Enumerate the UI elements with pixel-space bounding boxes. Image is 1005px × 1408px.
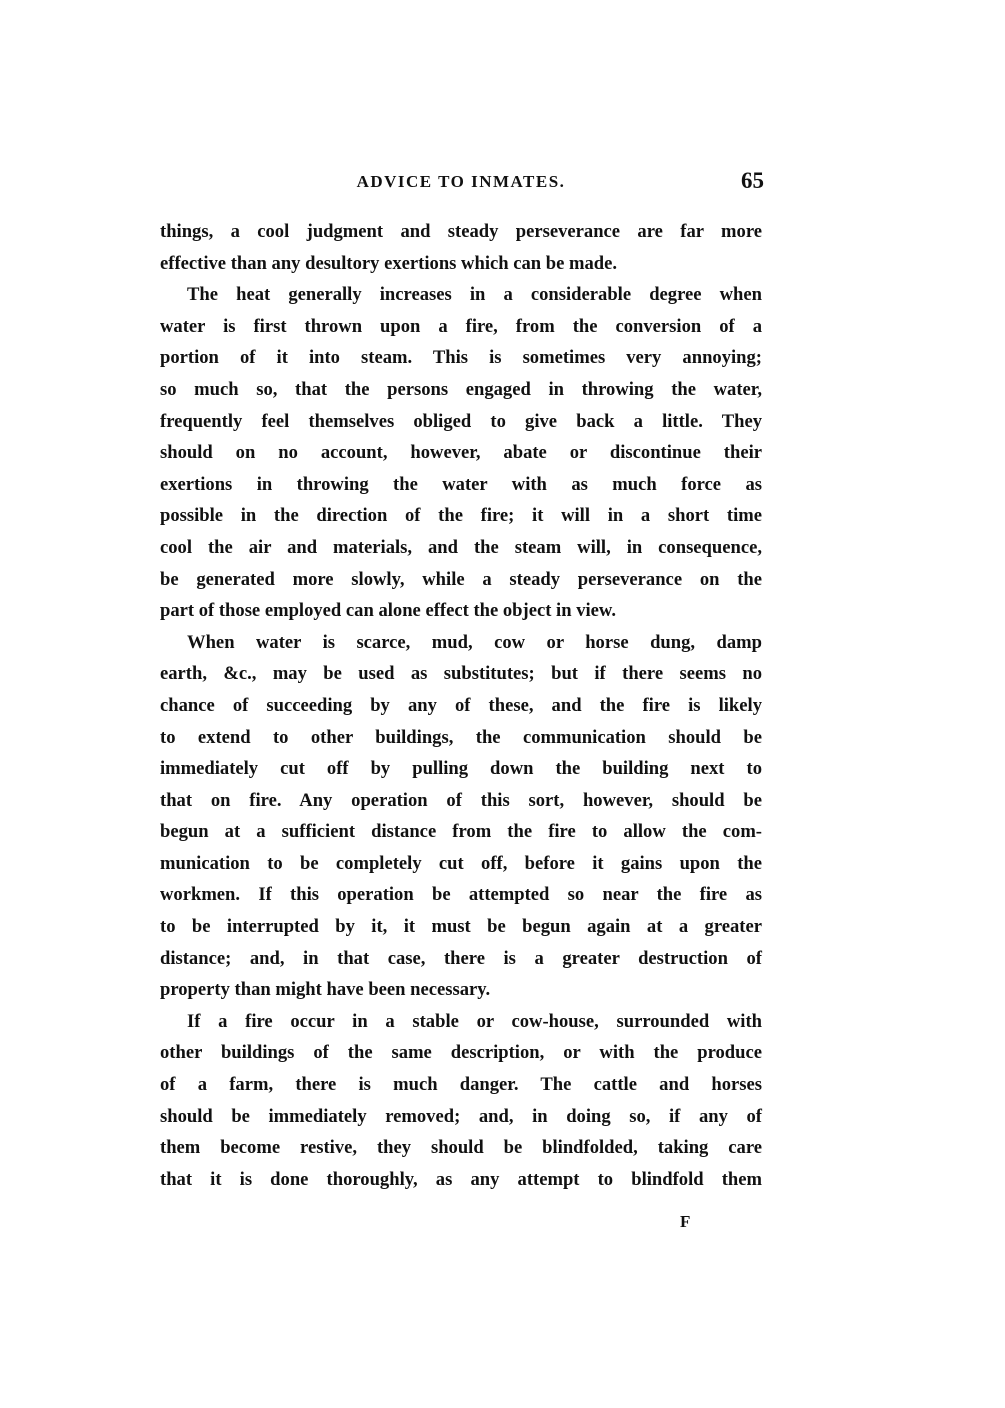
text-line: frequently feel themselves obliged to give back a little. They: [160, 410, 762, 432]
text-line: to extend to other buildings, the communication should be: [160, 726, 762, 748]
running-head: ADVICE TO INMATES.: [356, 172, 566, 191]
text-line: should be immediately removed; and, in doing so, if any of: [160, 1105, 762, 1127]
text-line: The heat generally increases in a considerable degree when: [187, 284, 762, 306]
paragraph-3: [160, 627, 762, 1006]
text-line: effective than any desultory exertions which can be made.: [160, 252, 618, 274]
text-line: things, a cool judgment and steady perseverance are far more: [160, 221, 762, 242]
text-line: When water is scarce, mud, cow or horse dung, damp: [187, 631, 762, 653]
text-line: should on no account, however, abate or discontinue their: [160, 442, 762, 464]
text-line: begun at a sufficient distance from the fire to allow the com-: [160, 821, 762, 843]
text-line: exertions in throwing the water with as much force as: [160, 473, 762, 495]
book-page: [160, 170, 762, 1195]
signature-mark: F: [680, 1212, 691, 1231]
text-line: water is first thrown upon a fire, from the conversion of a: [160, 315, 762, 337]
text-line: cool the air and materials, and the steam will, in consequence,: [160, 536, 762, 558]
page-number: 65: [741, 168, 764, 193]
text-line: other buildings of the same description, or with the produce: [160, 1042, 762, 1064]
paragraph-1: [160, 216, 762, 279]
text-line: distance; and, in that case, there is a greater destruction of: [160, 947, 762, 969]
text-line: chance of succeeding by any of these, and the fire is likely: [160, 694, 762, 716]
text-line: earth, &c., may be used as substitutes; but if there seems no: [160, 663, 762, 685]
text-line: so much so, that the persons engaged in throwing the water,: [160, 378, 762, 400]
paragraph-4: [160, 1006, 762, 1196]
paragraph-2: [160, 279, 762, 627]
text-line: immediately cut off by pulling down the building next to: [160, 758, 762, 780]
text-line: If a fire occur in a stable or cow-house, surrounded with: [187, 1010, 762, 1032]
text-line: property than might have been necessary.: [160, 979, 491, 1001]
text-line: that on fire. Any operation of this sort, however, should be: [160, 789, 762, 811]
text-line: that it is done thoroughly, as any attempt to blindfold them: [160, 1168, 762, 1190]
body-text: [160, 216, 762, 1195]
text-line: of a farm, there is much danger. The cattle and horses: [160, 1074, 762, 1096]
text-line: possible in the direction of the fire; it will in a short time: [160, 505, 762, 527]
text-line: workmen. If this operation be attempted so near the fire as: [160, 884, 762, 906]
page-header: [160, 170, 762, 202]
text-line: portion of it into steam. This is sometimes very annoying;: [160, 347, 762, 369]
text-line: part of those employed can alone effect the object in view.: [160, 600, 616, 622]
text-line: to be interrupted by it, it must be begun again at a greater: [160, 916, 762, 938]
text-line: them become restive, they should be blindfolded, taking care: [160, 1137, 762, 1159]
text-line: munication to be completely cut off, before it gains upon the: [160, 852, 762, 874]
text-line: be generated more slowly, while a steady perseverance on the: [160, 568, 762, 590]
